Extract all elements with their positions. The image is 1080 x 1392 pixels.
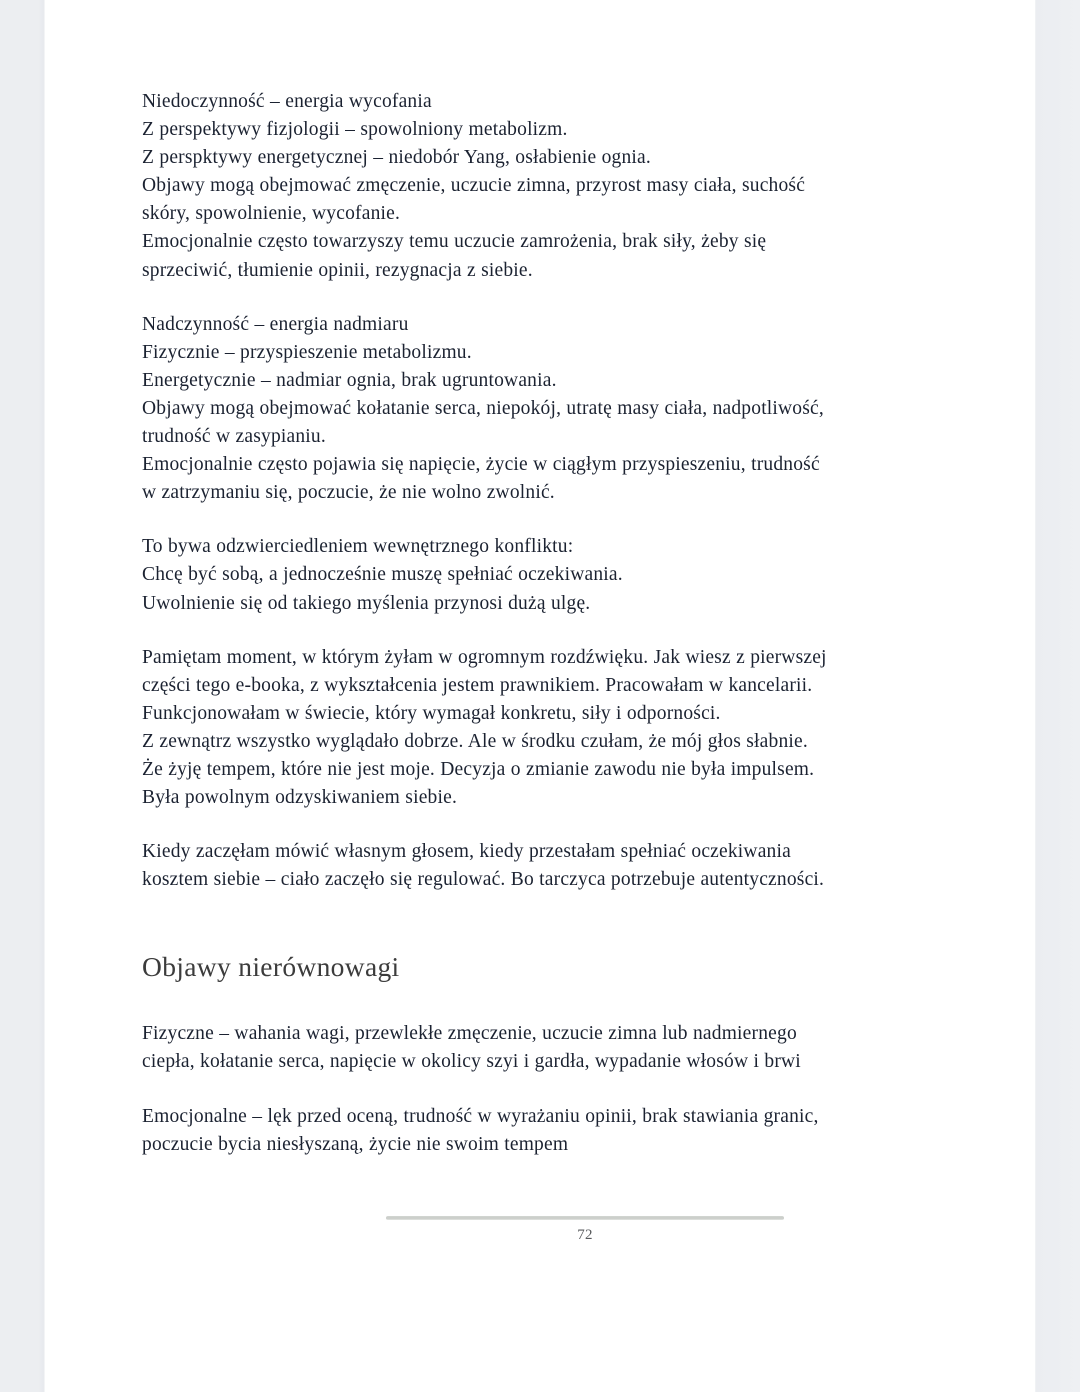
text-line: Energetycznie – nadmiar ognia, brak ugruntowania.: [142, 369, 557, 391]
text-line: To bywa odzwierciedleniem wewnętrznego konfliktu:: [142, 536, 574, 558]
paragraph-wlasny-glos: [142, 838, 942, 894]
text-line: ciepła, kołatanie serca, napięcie w okolicy szyi i gardła, wypadanie włosów i brwi: [142, 1051, 801, 1073]
paragraph-wspomnienie: [142, 644, 942, 813]
text-line: Z perspektywy fizjologii – spowolniony metabolizm.: [142, 119, 568, 141]
text-line: poczucie bycia niesłyszaną, życie nie swoim tempem: [142, 1133, 569, 1155]
text-line: Kiedy zaczęłam mówić własnym głosem, kiedy przestałam spełniać oczekiwania: [142, 841, 791, 863]
footer-divider: [386, 1216, 784, 1220]
text-line: Funkcjonowałam w świecie, który wymagał konkretu, siły i odporności.: [142, 702, 721, 724]
text-line: Fizycznie – przyspieszenie metabolizmu.: [142, 341, 472, 363]
text-line: skóry, spowolnienie, wycofanie.: [142, 203, 401, 225]
text-line: Fizyczne – wahania wagi, przewlekłe zmęczenie, uczucie zimna lub nadmiernego: [142, 1023, 797, 1045]
text-line: Nadczynność – energia nadmiaru: [142, 313, 409, 335]
document-page: [45, 0, 1035, 1392]
text-line: Że żyję tempem, które nie jest moje. Decyzja o zmianie zawodu nie była impulsem.: [142, 758, 815, 780]
text-line: w zatrzymaniu się, poczucie, że nie wolno zwolnić.: [142, 482, 555, 504]
page-content: [142, 88, 942, 1159]
text-line: Objawy mogą obejmować zmęczenie, uczucie zimna, przyrost masy ciała, suchość: [142, 175, 806, 197]
page-footer: [45, 1216, 1080, 1244]
text-line: trudność w zasypianiu.: [142, 426, 326, 448]
text-line: Chcę być sobą, a jednocześnie muszę spełniać oczekiwania.: [142, 564, 623, 586]
paragraph-nadczynnosc: [142, 311, 942, 508]
page-number: 72: [577, 1227, 593, 1243]
text-line: Objawy mogą obejmować kołatanie serca, niepokój, utratę masy ciała, nadpotliwość,: [142, 397, 824, 419]
paragraph-niedoczynnosc: [142, 88, 942, 285]
text-line: Z zewnątrz wszystko wyglądało dobrze. Ale w środku czułam, że mój głos słabnie.: [142, 730, 808, 752]
text-line: Emocjonalnie często towarzyszy temu uczucie zamrożenia, brak siły, żeby się: [142, 231, 767, 253]
text-line: Była powolnym odzyskiwaniem siebie.: [142, 787, 458, 809]
text-line: kosztem siebie – ciało zaczęło się regulować. Bo tarczyca potrzebuje autentyczności.: [142, 869, 825, 891]
text-line: Niedoczynność – energia wycofania: [142, 91, 432, 112]
text-line: Uwolnienie się od takiego myślenia przynosi dużą ulgę.: [142, 592, 591, 614]
section-heading: Objawy nierównowagi: [142, 951, 400, 983]
paragraph-konflikt: [142, 533, 942, 617]
text-line: sprzeciwić, tłumienie opinii, rezygnacja z siebie.: [142, 259, 533, 281]
paragraph-objawy-fizyczne: [142, 1020, 942, 1076]
text-line: Pamiętam moment, w którym żyłam w ogromnym rozdźwięku. Jak wiesz z pierwszej: [142, 646, 827, 668]
text-line: części tego e-booka, z wykształcenia jestem prawnikiem. Pracowałam w kancelarii.: [142, 674, 813, 696]
text-line: Emocjonalne – lęk przed oceną, trudność w wyrażaniu opinii, brak stawiania granic,: [142, 1105, 819, 1127]
paragraph-objawy-emocjonalne: [142, 1103, 942, 1159]
text-line: Z perspktywy energetycznej – niedobór Yang, osłabienie ognia.: [142, 147, 651, 169]
text-line: Emocjonalnie często pojawia się napięcie, życie w ciągłym przyspieszeniu, trudność: [142, 454, 820, 476]
